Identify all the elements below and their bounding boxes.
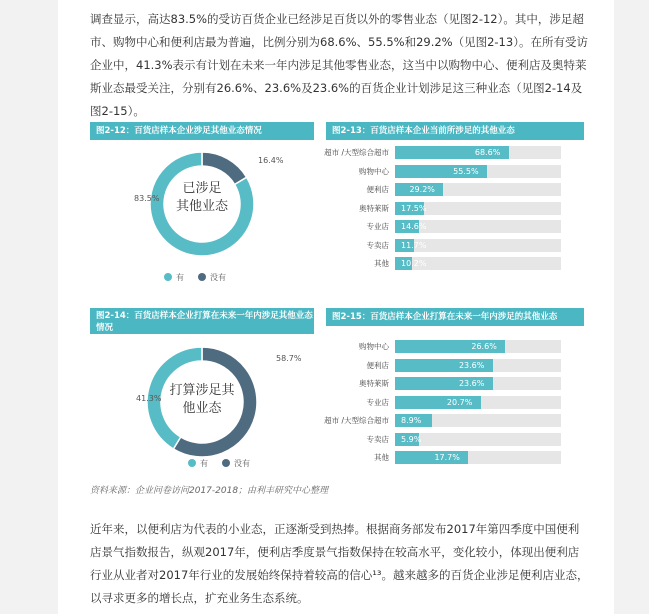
bar-value-label: 14.6% [401,222,427,231]
figure-2-12-title: 图2-12：百货店样本企业涉足其他业态情况 [90,122,314,140]
bar-category-label: 超市 /大型综合超市 [324,148,389,157]
bar-row [359,340,561,353]
bar-row [359,377,561,390]
bar-value-label: 23.6% [458,379,485,388]
bar-value-label: 23.6% [458,360,485,370]
bar-row [366,220,561,233]
bar-row [374,257,561,270]
bar-row [366,183,561,196]
document-page [58,0,614,614]
pie-value-label: 41.3% [136,394,162,403]
figure-2-12 [90,122,314,292]
bar-value-label: 55.5% [453,166,479,176]
bar-category-label: 超市 /大型综合超市 [324,416,389,425]
bar-row [359,165,561,178]
pie-value-label: 16.4% [258,156,284,165]
bar-category-label: 专卖店 [366,240,389,250]
pie-center-text-2-14: 打算涉足其 他业态 [169,383,235,416]
legend-swatch [222,459,230,467]
bar-row [359,202,561,215]
bar-row [374,451,561,464]
paragraph-top: 调查显示，高达83.5%的受访百货企业已经涉足百货以外的零售业态（见图2-12）。其中，涉足超市、购物中心和便利店最为普遍，比例分别为68.6%、55.5%和29.2%（见图2-13）。在所有受访企业中，41.3%表示有计划在未来一年内涉足其他零售业态，这当中以购物中心、便利店及奥特莱斯业态最受关注，分别有26.6%、23.6%及23.6%的百货企业计划涉足这三种业态（见图2-14及图2-15）。 [90,12,588,118]
bar-category-label: 专业店 [366,397,389,407]
bar-chart-2-15 [324,340,561,468]
bar-chart-2-13 [324,146,561,272]
bar-row [366,433,561,446]
figure-2-15 [326,308,584,468]
paragraph-bottom: 近年来，以便利店为代表的小业态，正逐渐受到热捧。根据商务部发布2017年第四季度中国便利店景气指数报告，纵观2017年，便利店季度景气指数保持在较高水平，变化较小，体现出便利店行业从业者对2017年行业的发展始终保持着较高的信心¹³。越来越多的百货企业涉足便利店业态，以寻求更多的增长点，扩充业务生态系统。 [90,522,589,605]
bar-value-label: 68.6% [474,148,501,157]
figure-2-13 [326,122,584,272]
pie-center-text-2-12: 已涉足 其他业态 [175,181,228,214]
legend-item-no: 没有 [222,458,250,469]
bar-category-label: 专卖店 [366,434,389,444]
legend-swatch [188,459,196,467]
source-note: 资料来源：企业问卷访问2017-2018；由利丰研究中心整理 [90,486,329,496]
bar-value-label: 29.2% [409,185,435,194]
pie-value-label: 58.7% [276,354,302,363]
bar-category-label: 便利店 [366,360,389,370]
bar-category-label: 购物中心 [359,166,389,176]
bar-category-label: 其他 [374,259,389,268]
bar-value-label: 10.2% [401,259,427,268]
bar-value-label: 11.7% [401,240,427,250]
bar-value-label: 20.7% [446,397,473,407]
bar-category-label: 其他 [374,453,389,462]
bar-row [366,396,561,409]
legend-item-yes: 有 [188,458,208,469]
bar-row [324,414,561,427]
figure-2-15-title: 图2-15：百货店样本企业打算在未来一年内涉足的其他业态 [326,308,584,326]
bar-value-label: 5.9% [401,434,422,444]
bar-category-label: 奥特莱斯 [359,379,389,388]
legend-item-no: 没有 [198,272,226,283]
legend-swatch [198,273,206,281]
legend-swatch [164,273,172,281]
bar-category-label: 购物中心 [359,342,389,351]
figure-2-13-title: 图2-13：百货店样本企业当前所涉足的其他业态 [326,122,584,140]
bar-category-label: 奥特莱斯 [359,203,389,213]
legend-item-yes: 有 [164,272,184,283]
bar-value-label: 17.5% [401,203,427,213]
pie-legend-2-14 [188,458,250,469]
pie-value-label: 83.5% [134,194,160,203]
figure-2-14 [90,308,314,476]
bar-value-label: 17.7% [434,453,460,462]
pie-legend-2-12 [164,272,226,283]
bar-row [324,146,561,159]
bar-category-label: 专业店 [366,222,389,231]
bar-row [366,359,561,372]
bar-value-label: 8.9% [401,416,422,425]
bar-value-label: 26.6% [471,342,497,351]
figure-2-14-title: 图2-14：百货店样本企业打算在未来一年内涉足其他业态情况 [90,308,314,334]
bar-row [366,239,561,252]
bar-category-label: 便利店 [366,185,389,194]
